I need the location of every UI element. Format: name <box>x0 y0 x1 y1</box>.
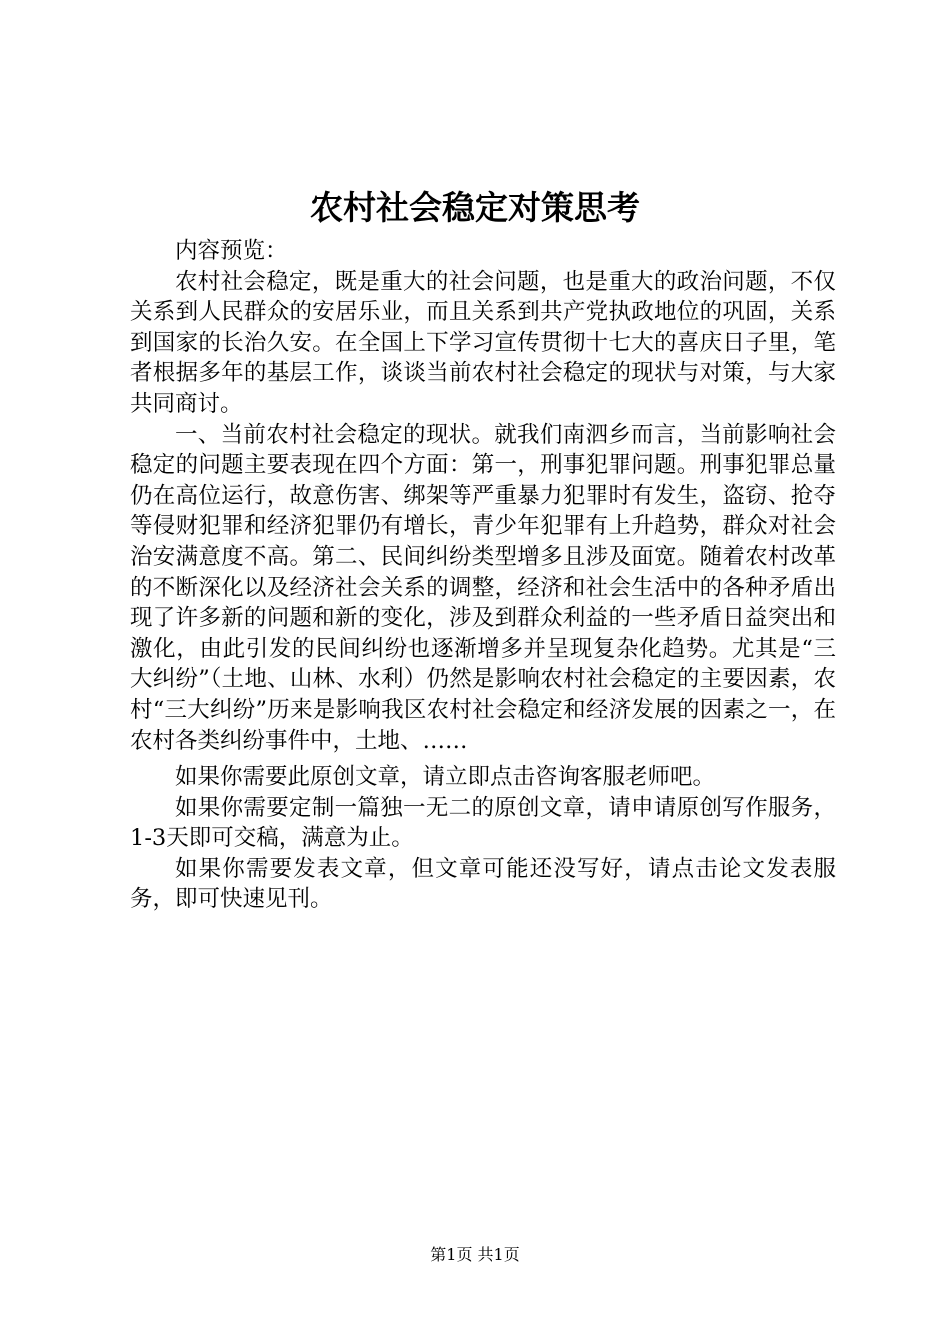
document-body <box>130 236 836 915</box>
document-title: 农村社会稳定对策思考 <box>310 188 640 227</box>
intro-paragraph: 农村社会稳定，既是重大的社会问题，也是重大的政治问题，不仅关系到人民群众的安居乐业，而且关系到共产党执政地位的巩固，关系到国家的长治久安。在全国上下学习宣传贯彻十七大的喜庆日子里，笔者根据多年的基层工作，谈谈当前农村社会稳定的现状与对策，与大家共同商讨。 <box>130 268 836 417</box>
page-footer: 第1页 共1页 <box>430 1245 520 1264</box>
status-paragraph: 一、当前农村社会稳定的现状。就我们南泗乡而言，当前影响社会稳定的问题主要表现在四个方面：第一，刑事犯罪问题。刑事犯罪总量仍在高位运行，故意伤害、绑架等严重暴力犯罪时有发生，盗窃、抢夺等侵财犯罪和经济犯罪仍有增长，青少年犯罪有上升趋势，群众对社会治安满意度不高。第二、民间纠纷类型增多且涉及面宽。随着农村改革的不断深化以及经济社会关系的调整，经济和社会生活中的各种矛盾出现了许多新的问题和新的变化，涉及到群众利益的一些矛盾日益突出和激化，由此引发的民间纠纷也逐渐增多并呈现复杂化趋势。尤其是“三大纠纷”（土地、山林、水利）仍然是影响农村社会稳定的主要因素，农村“三大纠纷”历来是影响我区农村社会稳定和经济发展的因素之一，在农村各类纠纷事件中，土地、…… <box>130 421 836 754</box>
notice-publication: 如果你需要发表文章，但文章可能还没写好，请点击论文发表服务，即可快速见刊。 <box>130 855 836 913</box>
notice-consult: 如果你需要此原创文章，请立即点击咨询客服老师吧。 <box>175 764 716 791</box>
notice-custom-writing: 如果你需要定制一篇独一无二的原创文章，请申请原创写作服务，1-3天即可交稿，满意为止。 <box>130 794 836 852</box>
preview-label: 内容预览： <box>175 238 288 264</box>
